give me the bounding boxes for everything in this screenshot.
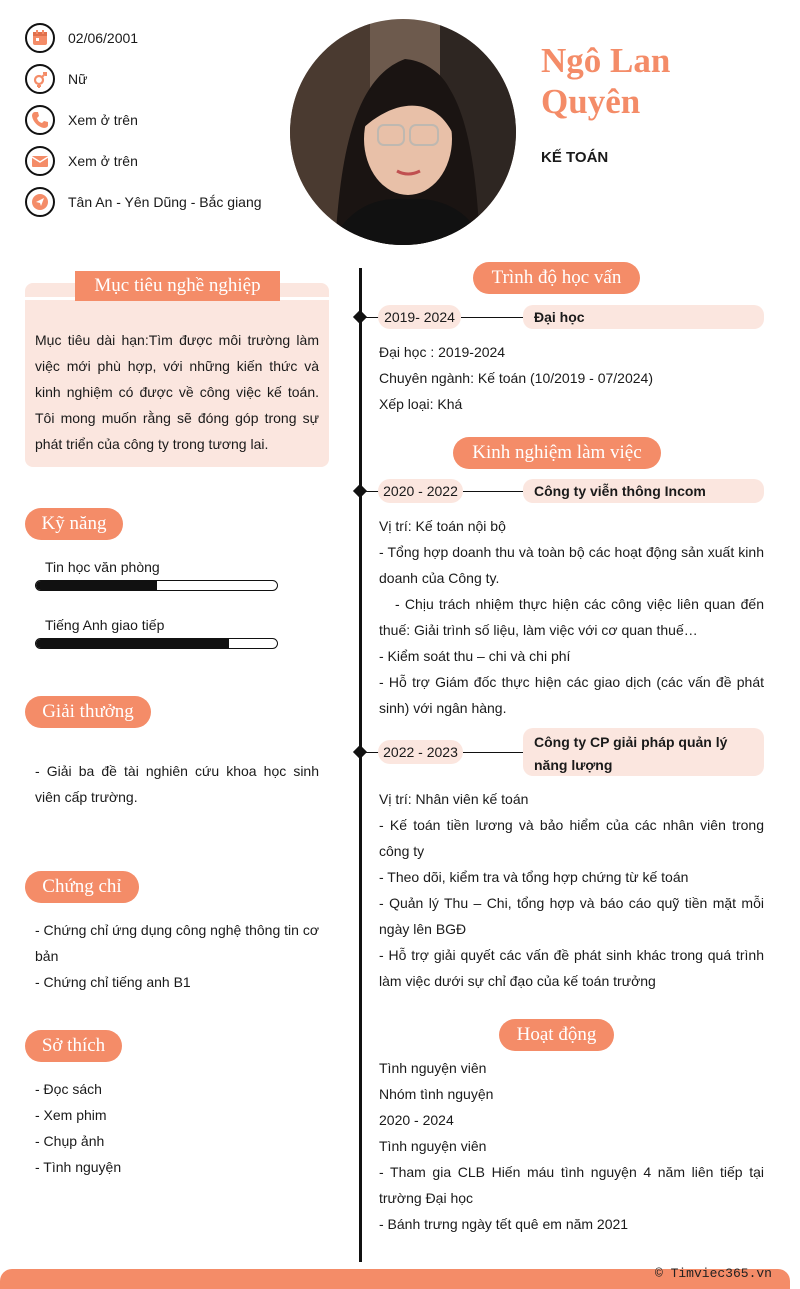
skills-title: Kỹ năng xyxy=(25,508,123,540)
job-company: Công ty CP giải pháp quản lý năng lượng xyxy=(523,728,764,776)
job-line: - Kiểm soát thu – chi và chi phí xyxy=(379,648,571,664)
job-details xyxy=(379,513,768,721)
activities-details xyxy=(379,1055,764,1237)
job-line: - Quản lý Thu – Chi, tổng hợp và báo cáo quỹ tiền mặt mỗi ngày lên BGĐ xyxy=(379,895,764,937)
job-line: - Hỗ trợ giải quyết các vấn đề phát sinh khác trong quá trình làm việc dưới sự chỉ đạo của kế toán trưởng xyxy=(379,947,764,989)
education-line: Đại học : 2019-2024 xyxy=(379,344,506,360)
education-school: Đại học xyxy=(523,305,764,329)
job-date: 2022 - 2023 xyxy=(378,740,463,764)
activities-title: Hoạt động xyxy=(499,1019,614,1051)
objective-text: Mục tiêu dài hạn:Tìm được môi trường làm việc mới phù hợp, với những kiến thức và kinh nghiệm có được về công việc kế toán. Tôi mong muốn rằng sẽ đóng góp trong sự phát triển của công ty trong tương lai. xyxy=(35,332,319,452)
contact-email xyxy=(25,144,138,178)
timeline-connector xyxy=(461,317,525,318)
calendar-icon xyxy=(25,23,55,53)
education-details xyxy=(379,339,764,417)
gender-icon xyxy=(25,64,55,94)
hobby-item: - Chụp ảnh xyxy=(35,1133,105,1149)
job-line: Vị trí: Kế toán nội bộ xyxy=(379,518,506,534)
location-icon xyxy=(25,187,55,217)
gender-text: Nữ xyxy=(68,71,88,87)
job-date: 2020 - 2022 xyxy=(378,479,463,503)
skill-bar xyxy=(35,580,278,591)
activity-line: - Tham gia CLB Hiến máu tình nguyện 4 năm liên tiếp tại trường Đại học xyxy=(379,1164,764,1206)
hobby-item: - Đọc sách xyxy=(35,1081,102,1097)
birthdate-text: 02/06/2001 xyxy=(68,30,139,46)
contact-address xyxy=(25,185,262,219)
timeline-line xyxy=(359,268,362,1262)
certificate-item: - Chứng chỉ ứng dụng công nghệ thông tin cơ bản xyxy=(35,922,319,964)
activity-line: Tình nguyện viên xyxy=(379,1060,487,1076)
profile-name xyxy=(541,40,781,122)
job-line: - Tổng hợp doanh thu và toàn bộ các hoạt động sản xuất kinh doanh của Công ty. xyxy=(379,544,764,586)
hobbies-title: Sở thích xyxy=(25,1030,122,1062)
phone-text: Xem ở trên xyxy=(68,112,138,128)
education-date: 2019- 2024 xyxy=(378,305,461,329)
skill-bar-fill xyxy=(36,581,157,590)
education-title: Trình độ học vấn xyxy=(473,262,640,294)
email-icon xyxy=(25,146,55,176)
activity-line: Tình nguyện viên xyxy=(379,1138,487,1154)
job-line: - Kế toán tiền lương và bảo hiểm của các nhân viên trong công ty xyxy=(379,817,764,859)
address-text: Tân An - Yên Dũng - Bắc giang xyxy=(68,194,262,210)
awards-title: Giải thưởng xyxy=(25,696,151,728)
profile-photo xyxy=(290,19,516,245)
hobby-item: - Xem phim xyxy=(35,1107,107,1123)
job-details xyxy=(379,786,764,994)
job-line: Vị trí: Nhân viên kế toán xyxy=(379,791,529,807)
job-line: - Hỗ trợ Giám đốc thực hiện các giao dịch (các vấn đề phát sinh) với ngân hàng. xyxy=(379,674,764,716)
certificate-item: - Chứng chỉ tiếng anh B1 xyxy=(35,974,191,990)
skill-bar xyxy=(35,638,278,649)
phone-icon xyxy=(25,105,55,135)
name-line-1: Ngô Lan xyxy=(541,41,671,80)
awards-text: - Giải ba đề tài nghiên cứu khoa học sinh viên cấp trường. xyxy=(35,763,319,805)
hobby-item: - Tình nguyện xyxy=(35,1159,122,1175)
education-line: Chuyên ngành: Kế toán (10/2019 - 07/2024) xyxy=(379,370,653,386)
contact-birthdate xyxy=(25,21,138,55)
name-line-2: Quyên xyxy=(541,82,641,121)
skill-label: Tiếng Anh giao tiếp xyxy=(45,617,165,633)
email-text: Xem ở trên xyxy=(68,153,138,169)
experience-title: Kinh nghiệm làm việc xyxy=(453,437,661,469)
certificates-title: Chứng chỉ xyxy=(25,871,139,903)
contact-gender xyxy=(25,62,87,96)
hobbies-list xyxy=(35,1076,319,1180)
education-line: Xếp loại: Khá xyxy=(379,396,463,412)
job-title: KẾ TOÁN xyxy=(541,149,609,166)
watermark: © Timviec365.vn xyxy=(654,1266,772,1281)
job-line: - Theo dõi, kiểm tra và tổng hợp chứng từ kế toán xyxy=(379,869,689,885)
certificates-list xyxy=(35,917,325,995)
contact-phone xyxy=(25,103,138,137)
timeline-connector xyxy=(463,752,525,753)
objective-title: Mục tiêu nghề nghiệp xyxy=(75,271,280,301)
skill-label: Tin học văn phòng xyxy=(45,559,160,575)
activity-line: 2020 - 2024 xyxy=(379,1112,454,1128)
activity-line: Nhóm tình nguyện xyxy=(379,1086,494,1102)
job-line: - Chịu trách nhiệm thực hiện các công việc liên quan đến thuế: Giải trình số liệu, làm việc với cơ quan thuế… xyxy=(379,596,768,638)
skill-bar-fill xyxy=(36,639,229,648)
job-company: Công ty viễn thông Incom xyxy=(523,479,764,503)
timeline-connector xyxy=(463,491,525,492)
activity-line: - Bánh trưng ngày tết quê em năm 2021 xyxy=(379,1216,629,1232)
